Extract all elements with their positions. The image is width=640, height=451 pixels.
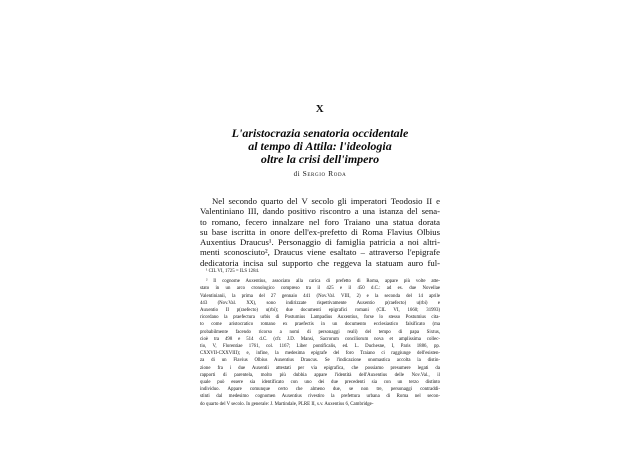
body-line: dedicatoria incisa sul supporto che reggeva la statuam auro ful- [200, 257, 440, 268]
footnote-line: do quarto del V secolo. In generale: J. Martindale, PLRE II, s.v. Auxentius 6, Cambridge- [200, 401, 374, 407]
author-byline [0, 169, 640, 178]
footnote-line: tio, V, Florentiae 1761, col. 1167; Liber pontificalis, ed. L. Duchesne, I, Paris 1886, pp. [200, 344, 440, 350]
footnote-line: cioè tra 498 e 514 d.C. (cfr. J.D. Mansi, Sacrorum conciliorum nova et amplissima collec- [200, 336, 440, 342]
body-line: menti sconosciuto², Draucus viene esaltato – attraverso l'epigrafe [200, 247, 440, 258]
body-line: Nel secondo quarto del V secolo gli imperatori Teodosio II e [212, 196, 440, 206]
author-name: Sergio Roda [302, 169, 347, 178]
footnote-line: quale può essere sia identificato con uno dei due precedenti sia con un terzo distinto [200, 380, 440, 386]
footnote-1: ¹ CIL VI, 1725 = ILS 1284. [206, 269, 260, 274]
footnote-line: individuo. Appare comunque certo che almeno due, se non tre, personaggi contraddi- [200, 387, 440, 393]
footnote-line: Auxentio II p(raefecto) u(rbi); due documenti epigrafici romani (CIL VI, 1660; 31993) [200, 308, 440, 314]
footnote-line: CXXVII-CXXVIII); e, infine, la medesima epigrafe del foro Traiano ci raggiunge dell'esisten- [200, 351, 440, 357]
footnote-line: zione fra i due Auxentii attestati per via epigrafica, che possiamo presumere legati da [200, 365, 440, 371]
chapter-number: X [315, 103, 325, 115]
footnote-line: rapporti di parentela, molto più dubbia appare l'identità dell'Auxentius delle Nov.Val., il [200, 372, 440, 378]
body-paragraph [200, 196, 440, 268]
chapter-title [0, 127, 640, 166]
footnote-line: Valentinianii, la prima del 27 gennaio 441 (Nov.Val. VIII, 2) e la seconda del 14 aprile [200, 293, 440, 299]
footnote-line: ricordano la praefectura urbis di Postumius Lampadius Auxentius, forse lo stesso Postumius cita- [200, 315, 440, 321]
body-line: Auxentius Draucus¹. Personaggio di famiglia patricia a noi altri- [200, 237, 440, 248]
footnote-line: ² Il cognome Auxentius, associato alla carica di prefetto di Roma, appare più volte atte- [206, 279, 440, 285]
title-line: oltre la crisi dell'impero [260, 152, 380, 166]
footnote-line: za di un Flavius Olbius Auxentius Draucus. Se l'indicazione onomastica accolta la distin- [200, 358, 440, 364]
author-prefix: di [293, 170, 301, 178]
footnote-2 [200, 278, 440, 408]
body-line: to romano, fecero innalzare nel foro Traiano una statua dorata [200, 216, 440, 227]
footnote-line: stinti dal medesimo cognomen Auxentius rivestiro la prefettura urbana di Roma nel secon- [200, 394, 440, 400]
body-line: Valentiniano III, dando positivo riscontro a una istanza del sena- [200, 206, 440, 217]
footnote-line: to come aristocratico romano ex praefectis in un documento ecclesiastico falsificato (ma [200, 322, 440, 328]
footnote-line: stato in un arco cronologico compreso tra il 425 e il 450 d.C.: ad es. due Novellae [200, 286, 440, 292]
body-line: su base iscritta in onore dell'ex-prefetto di Roma Flavius Olbius [200, 226, 440, 237]
footnote-line: 443 (Nov.Val. XX), sono indirizzate rispettivamente Auxentio p(raefecto) u(rbi) e [200, 300, 440, 306]
footnotes [200, 268, 440, 408]
title-line: al tempo di Attila: l'ideologia [248, 139, 392, 153]
footnote-line: probabilmente facendo ricorso a nomi di personaggi reali) del tempo di papa Sixtus, [200, 329, 440, 335]
title-line: L'aristocrazia senatoria occidentale [231, 126, 409, 140]
